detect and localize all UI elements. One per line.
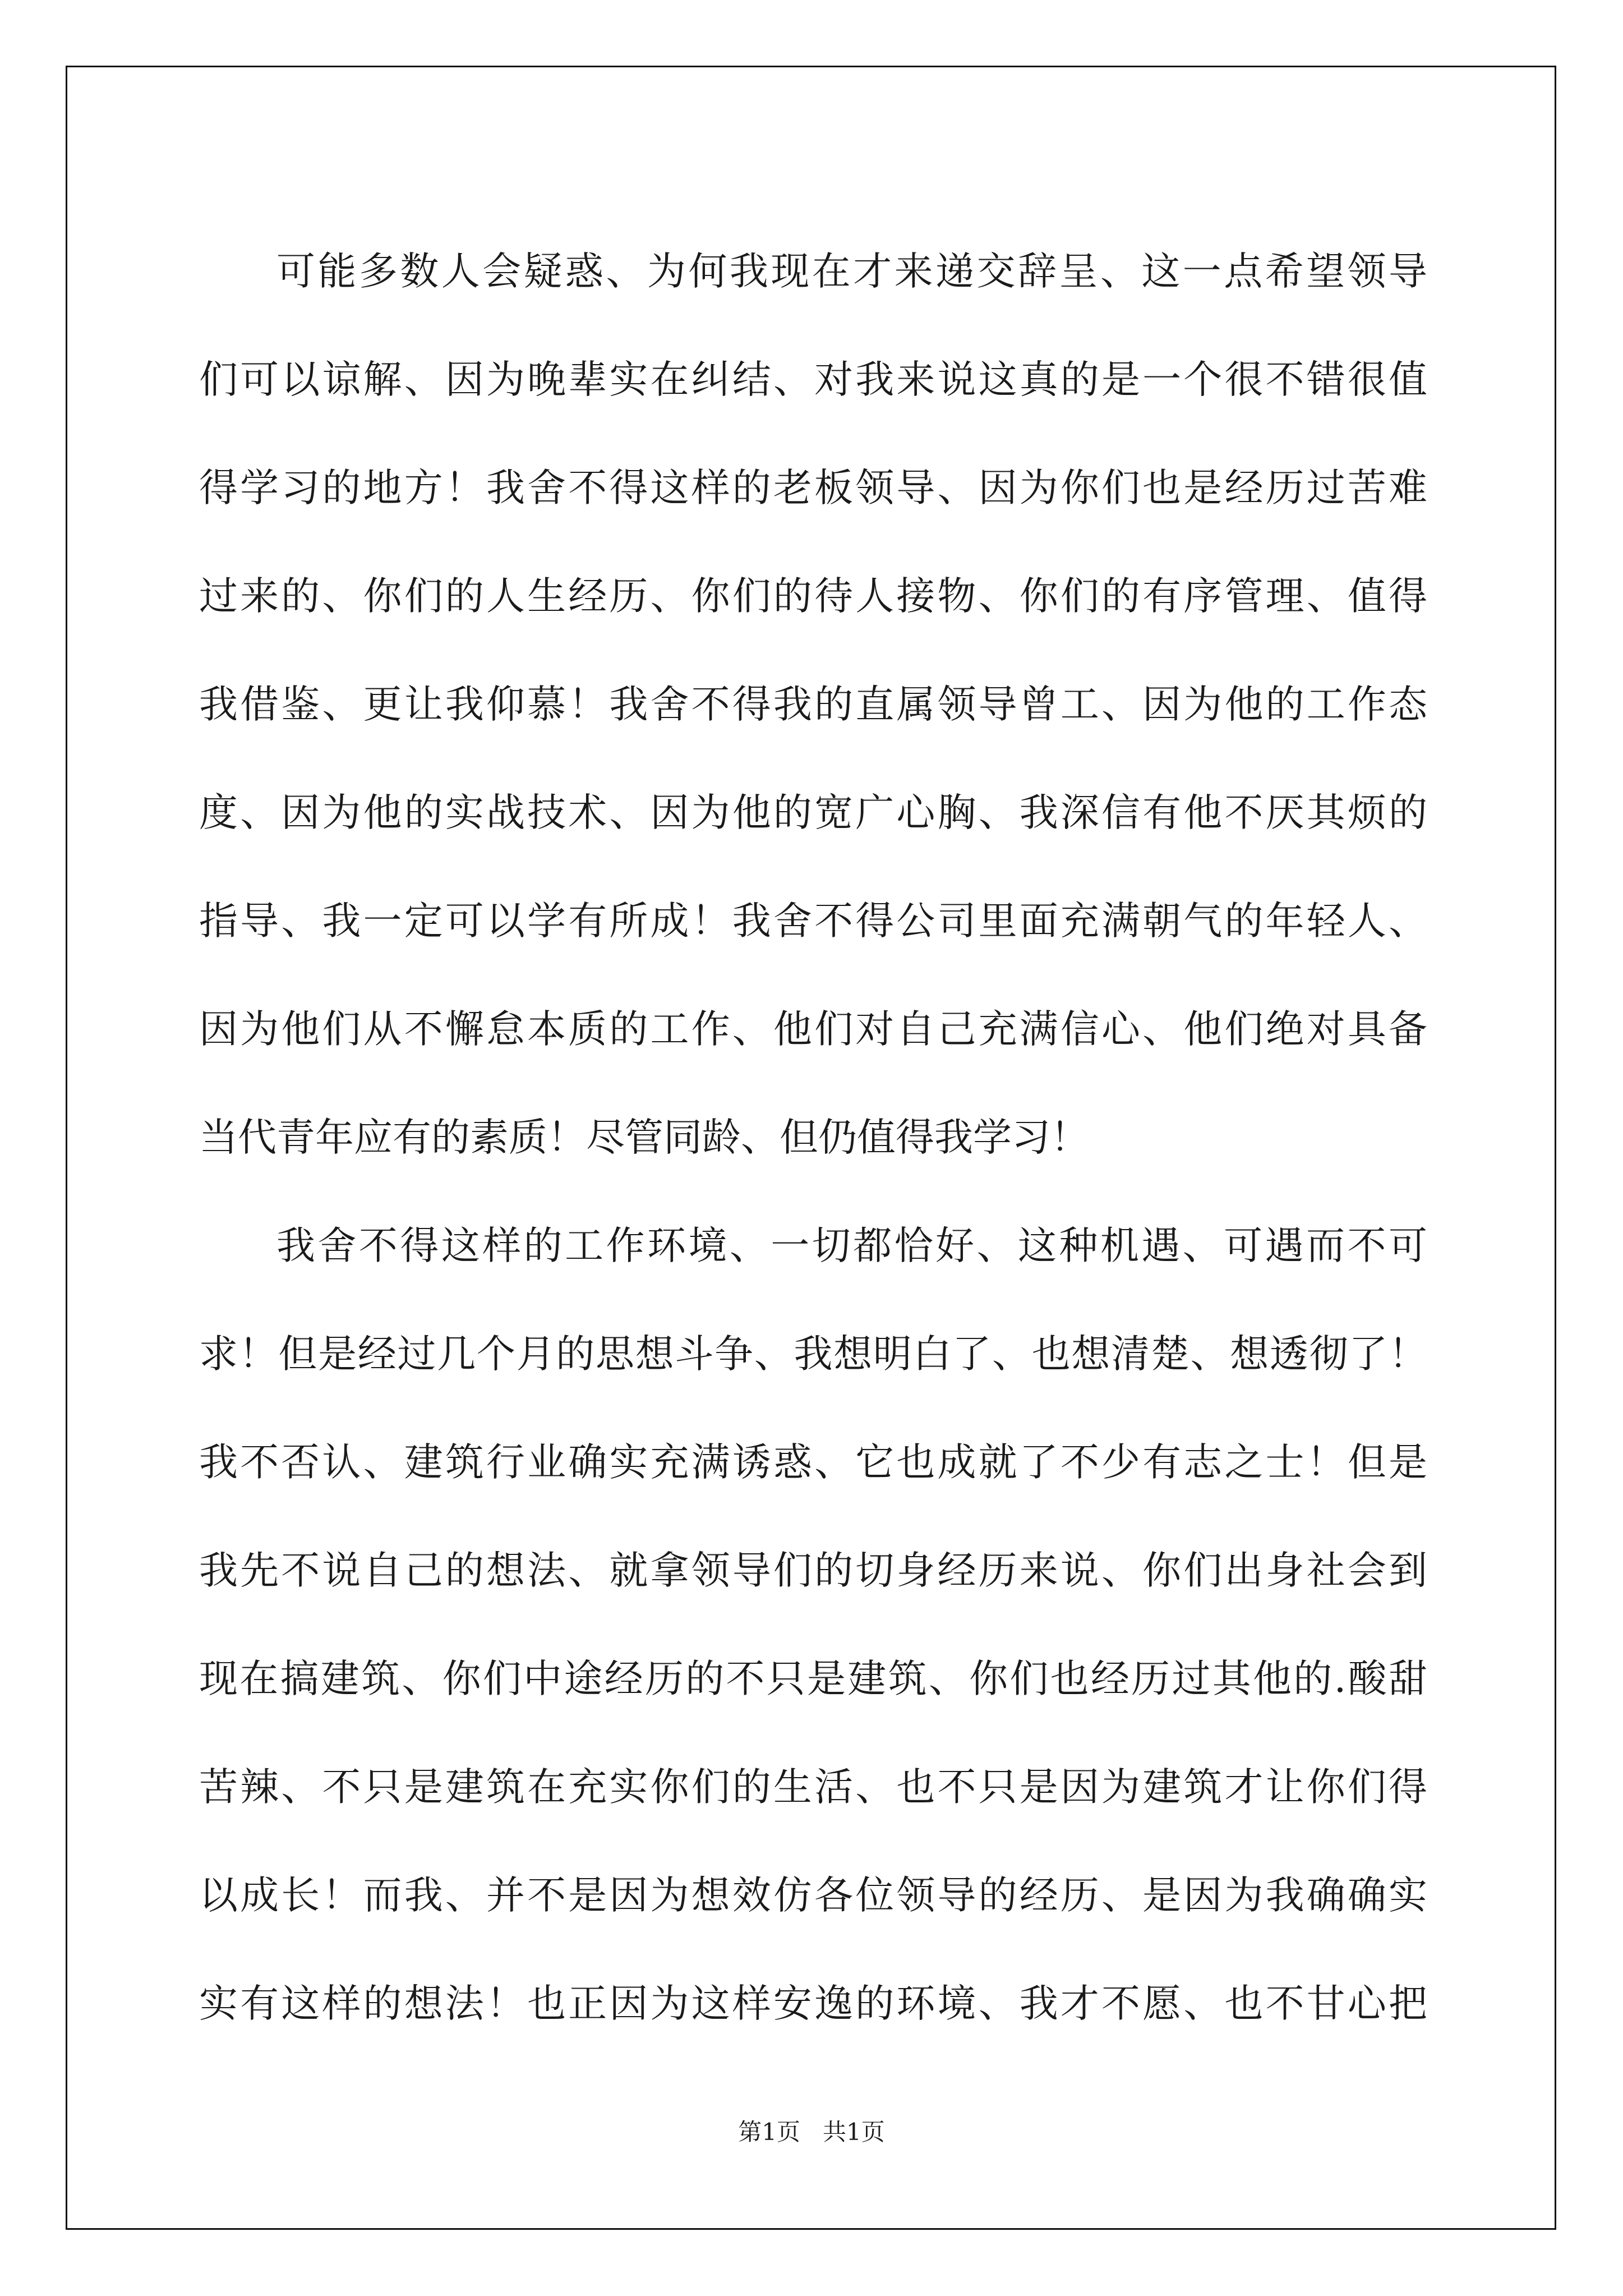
document-body: [199, 218, 1427, 2058]
paragraph-2-line-7: 以成长！而我、并不是因为想效仿各位领导的经历、是因为我确确实: [199, 1873, 1427, 1918]
page-total: 共1页: [823, 2118, 885, 2146]
paragraph-1-line-5: 我借鉴、更让我仰慕！我舍不得我的直属领导曾工、因为他的工作态: [199, 682, 1427, 727]
paragraph-2-line-2: 求！但是经过几个月的思想斗争、我想明白了、也想清楚、想透彻了！: [199, 1332, 1427, 1377]
paragraph-2-line-6: 苦辣、不只是建筑在充实你们的生活、也不只是因为建筑才让你们得: [199, 1765, 1427, 1810]
paragraph-1-line-2: 们可以谅解、因为晚辈实在纠结、对我来说这真的是一个很不错很值: [199, 357, 1427, 402]
paragraph-1-line-1: 可能多数人会疑惑、为何我现在才来递交辞呈、这一点希望领导: [276, 249, 1427, 294]
paragraph-1-line-8: 因为他们从不懈怠本质的工作、他们对自己充满信心、他们绝对具备: [199, 1007, 1427, 1052]
paragraph-1-line-7: 指导、我一定可以学有所成！我舍不得公司里面充满朝气的年轻人、: [199, 899, 1427, 944]
paragraph-2-line-3: 我不否认、建筑行业确实充满诱惑、它也成就了不少有志之士！但是: [199, 1440, 1427, 1485]
page-footer: [0, 2114, 1623, 2147]
paragraph-1-line-9: 当代青年应有的素质！尽管同龄、但仍值得我学习！: [199, 1115, 1089, 1160]
paragraph-1-line-4: 过来的、你们的人生经历、你们的待人接物、你们的有序管理、值得: [199, 574, 1427, 619]
paragraph-1-line-3: 得学习的地方！我舍不得这样的老板领导、因为你们也是经历过苦难: [199, 466, 1427, 510]
paragraph-2-line-5: 现在搞建筑、你们中途经历的不只是建筑、你们也经历过其他的.酸甜: [199, 1657, 1427, 1701]
paragraph-1-line-6: 度、因为他的实战技术、因为他的宽广心胸、我深信有他不厌其烦的: [199, 790, 1427, 835]
page-number: 第1页: [738, 2118, 800, 2146]
paragraph-2-line-1: 我舍不得这样的工作环境、一切都恰好、这种机遇、可遇而不可: [276, 1223, 1427, 1268]
paragraph-2-line-8: 实有这样的想法！也正因为这样安逸的环境、我才不愿、也不甘心把: [199, 1981, 1427, 2026]
paragraph-2-line-4: 我先不说自己的想法、就拿领导们的切身经历来说、你们出身社会到: [199, 1548, 1427, 1593]
